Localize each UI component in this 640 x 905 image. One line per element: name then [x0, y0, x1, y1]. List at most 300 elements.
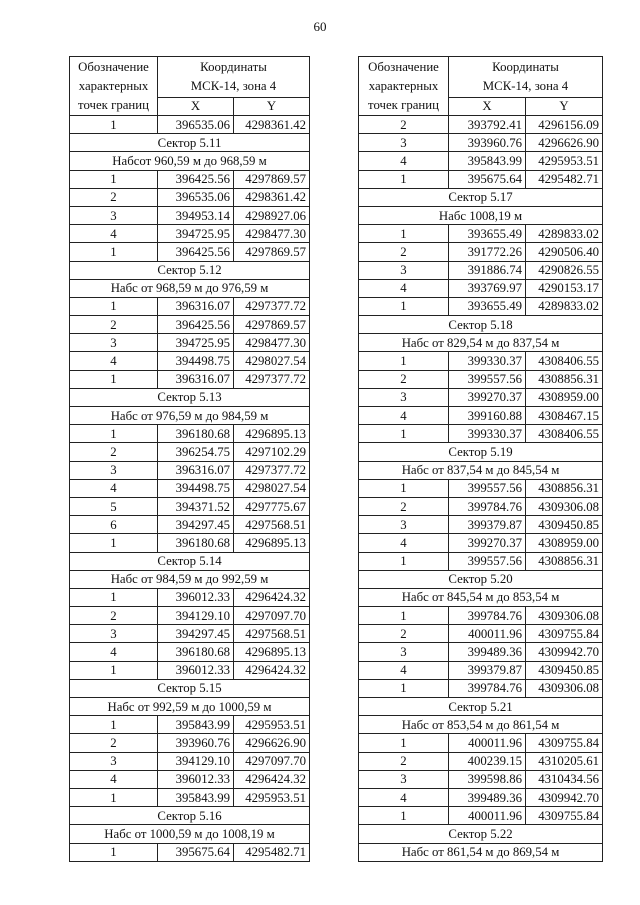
point-number: 4 [70, 479, 158, 497]
sector-row [70, 388, 310, 406]
point-number: 1 [359, 607, 449, 625]
x-coordinate: 395843.99 [449, 152, 526, 170]
designation-line: точек границ [368, 98, 439, 112]
x-coordinate: 395843.99 [158, 716, 234, 734]
point-number: 3 [70, 625, 158, 643]
y-coordinate: 4296424.32 [234, 588, 310, 606]
y-coordinate: 4298361.42 [234, 116, 310, 134]
x-coordinate: 394498.75 [158, 479, 234, 497]
x-coordinate: 399270.37 [449, 388, 526, 406]
table-row [359, 261, 603, 279]
x-coordinate: 400011.96 [449, 625, 526, 643]
y-coordinate: 4308856.31 [526, 552, 603, 570]
table-row [359, 679, 603, 697]
coordinates-table-right [358, 56, 603, 862]
y-coordinate: 4297377.72 [234, 461, 310, 479]
table-row [359, 170, 603, 188]
point-number: 3 [359, 770, 449, 788]
x-coordinate: 396425.56 [158, 243, 234, 261]
sector-row [70, 552, 310, 570]
table-body-left [70, 57, 310, 862]
sector-label: Набс 1008,19 м [359, 206, 603, 224]
x-coordinate: 396180.68 [158, 534, 234, 552]
sector-row [70, 152, 310, 170]
x-coordinate: 396425.56 [158, 316, 234, 334]
sector-row [359, 825, 603, 843]
x-coordinate: 393769.97 [449, 279, 526, 297]
sector-label: Набс от 976,59 м до 984,59 м [70, 407, 310, 425]
sector-label: Набсот 960,59 м до 968,59 м [70, 152, 310, 170]
y-coordinate: 4310434.56 [526, 770, 603, 788]
point-number: 2 [70, 607, 158, 625]
y-coordinate: 4308467.15 [526, 407, 603, 425]
point-number: 2 [359, 370, 449, 388]
x-coordinate: 396535.06 [158, 116, 234, 134]
x-coordinate: 394297.45 [158, 625, 234, 643]
point-number: 1 [359, 170, 449, 188]
point-number: 1 [70, 116, 158, 134]
table-row [70, 188, 310, 206]
point-number: 4 [359, 407, 449, 425]
point-number: 1 [70, 170, 158, 188]
y-coordinate: 4296626.90 [234, 734, 310, 752]
table-row [70, 316, 310, 334]
y-coordinate: 4309306.08 [526, 679, 603, 697]
table-row [70, 170, 310, 188]
sector-label: Сектор 5.22 [359, 825, 603, 843]
table-row [359, 279, 603, 297]
sector-row [359, 443, 603, 461]
y-coordinate: 4295953.51 [234, 716, 310, 734]
sector-row [70, 261, 310, 279]
sector-label: Сектор 5.11 [70, 134, 310, 152]
table-row [70, 625, 310, 643]
y-coordinate: 4309306.08 [526, 497, 603, 515]
y-coordinate: 4309755.84 [526, 807, 603, 825]
point-number: 1 [359, 552, 449, 570]
point-number: 1 [70, 534, 158, 552]
point-number: 1 [359, 679, 449, 697]
y-coordinate: 4296626.90 [526, 134, 603, 152]
x-coordinate: 394953.14 [158, 206, 234, 224]
y-coordinate: 4297775.67 [234, 497, 310, 515]
y-coordinate: 4308406.55 [526, 425, 603, 443]
y-header: Y [234, 97, 310, 115]
point-number: 1 [359, 425, 449, 443]
designation-line: характерных [368, 79, 439, 93]
x-coordinate: 399379.87 [449, 516, 526, 534]
sector-row [359, 316, 603, 334]
sector-row [70, 407, 310, 425]
table-row [70, 752, 310, 770]
y-coordinate: 4309450.85 [526, 516, 603, 534]
coordinates-header [158, 57, 310, 98]
x-coordinate: 399557.56 [449, 370, 526, 388]
y-coordinate: 4297377.72 [234, 370, 310, 388]
y-coordinate: 4295482.71 [234, 843, 310, 861]
sector-label: Набс от 984,59 м до 992,59 м [70, 570, 310, 588]
x-coordinate: 400011.96 [449, 807, 526, 825]
y-coordinate: 4298477.30 [234, 334, 310, 352]
x-coordinate: 391772.26 [449, 243, 526, 261]
y-coordinate: 4297869.57 [234, 316, 310, 334]
x-coordinate: 395675.64 [158, 843, 234, 861]
table-row [359, 297, 603, 315]
point-number: 4 [359, 661, 449, 679]
table-row [70, 297, 310, 315]
x-coordinate: 395843.99 [158, 788, 234, 806]
designation-line: Обозначение [78, 60, 149, 74]
table-row [359, 752, 603, 770]
table-row [70, 661, 310, 679]
sector-row [359, 334, 603, 352]
sector-row [359, 588, 603, 606]
sector-row [70, 698, 310, 716]
designation-line: точек границ [78, 98, 149, 112]
table-row [359, 370, 603, 388]
coordinates-line: МСК-14, зона 4 [482, 78, 569, 93]
sector-row [359, 716, 603, 734]
sector-row [70, 807, 310, 825]
table-row [70, 461, 310, 479]
sector-row [70, 279, 310, 297]
sector-label: Набс от 992,59 м до 1000,59 м [70, 698, 310, 716]
y-coordinate: 4296424.32 [234, 770, 310, 788]
point-number: 3 [359, 134, 449, 152]
point-number: 4 [70, 643, 158, 661]
y-coordinate: 4308959.00 [526, 534, 603, 552]
y-coordinate: 4296424.32 [234, 661, 310, 679]
table-row [359, 225, 603, 243]
table-row [70, 225, 310, 243]
sector-label: Набс от 845,54 м до 853,54 м [359, 588, 603, 606]
y-coordinate: 4309306.08 [526, 607, 603, 625]
y-coordinate: 4297869.57 [234, 243, 310, 261]
point-number: 1 [70, 788, 158, 806]
x-coordinate: 396254.75 [158, 443, 234, 461]
sector-label: Набс от 1000,59 м до 1008,19 м [70, 825, 310, 843]
point-number: 3 [359, 516, 449, 534]
x-coordinate: 396316.07 [158, 297, 234, 315]
y-coordinate: 4298027.54 [234, 352, 310, 370]
point-number: 1 [70, 243, 158, 261]
x-coordinate: 399784.76 [449, 607, 526, 625]
y-coordinate: 4298927.06 [234, 206, 310, 224]
table-row [70, 479, 310, 497]
y-coordinate: 4308856.31 [526, 370, 603, 388]
coordinates-table-left [69, 56, 310, 862]
table-row [359, 788, 603, 806]
point-number: 4 [359, 788, 449, 806]
table-row [70, 788, 310, 806]
table-row [70, 643, 310, 661]
table-row [70, 716, 310, 734]
y-coordinate: 4308959.00 [526, 388, 603, 406]
sector-label: Сектор 5.18 [359, 316, 603, 334]
x-header: X [449, 97, 526, 115]
y-coordinate: 4297377.72 [234, 297, 310, 315]
x-coordinate: 394498.75 [158, 352, 234, 370]
table-row [70, 370, 310, 388]
sector-row [359, 843, 603, 861]
coordinates-line: Координаты [200, 59, 267, 74]
point-number: 4 [70, 352, 158, 370]
table-row [70, 607, 310, 625]
point-number: 1 [70, 370, 158, 388]
sector-label: Сектор 5.20 [359, 570, 603, 588]
x-coordinate: 399330.37 [449, 352, 526, 370]
x-coordinate: 394129.10 [158, 607, 234, 625]
designation-line: Обозначение [368, 60, 439, 74]
x-coordinate: 394129.10 [158, 752, 234, 770]
table-row [359, 479, 603, 497]
point-number: 2 [359, 243, 449, 261]
x-coordinate: 396180.68 [158, 425, 234, 443]
table-row [359, 497, 603, 515]
point-number: 1 [359, 225, 449, 243]
y-coordinate: 4297568.51 [234, 625, 310, 643]
sector-label: Сектор 5.21 [359, 698, 603, 716]
x-coordinate: 399379.87 [449, 661, 526, 679]
x-coordinate: 395675.64 [449, 170, 526, 188]
point-number: 3 [359, 261, 449, 279]
y-coordinate: 4310205.61 [526, 752, 603, 770]
x-coordinate: 394371.52 [158, 497, 234, 515]
x-coordinate: 391886.74 [449, 261, 526, 279]
table-row [70, 116, 310, 134]
point-number: 3 [70, 752, 158, 770]
x-coordinate: 393655.49 [449, 225, 526, 243]
sector-label: Сектор 5.14 [70, 552, 310, 570]
table-body-right [359, 57, 603, 862]
y-coordinate: 4309942.70 [526, 788, 603, 806]
sector-label: Набс от 829,54 м до 837,54 м [359, 334, 603, 352]
sector-label: Сектор 5.19 [359, 443, 603, 461]
y-coordinate: 4309450.85 [526, 661, 603, 679]
table-row [70, 588, 310, 606]
table-row [359, 661, 603, 679]
x-coordinate: 396535.06 [158, 188, 234, 206]
table-row [359, 116, 603, 134]
table-row [359, 807, 603, 825]
y-coordinate: 4290153.17 [526, 279, 603, 297]
table-row [70, 516, 310, 534]
point-number: 2 [70, 443, 158, 461]
x-coordinate: 393655.49 [449, 297, 526, 315]
coordinates-header [449, 57, 603, 98]
table-row [70, 497, 310, 515]
x-coordinate: 399557.56 [449, 479, 526, 497]
x-coordinate: 396180.68 [158, 643, 234, 661]
table-row [359, 534, 603, 552]
table-row [70, 843, 310, 861]
point-number: 4 [70, 225, 158, 243]
point-number: 1 [359, 807, 449, 825]
y-coordinate: 4298027.54 [234, 479, 310, 497]
sector-row [70, 825, 310, 843]
point-number: 2 [359, 497, 449, 515]
point-number: 4 [359, 534, 449, 552]
point-number: 3 [70, 334, 158, 352]
y-coordinate: 4296895.13 [234, 534, 310, 552]
y-coordinate: 4298477.30 [234, 225, 310, 243]
point-number: 3 [359, 388, 449, 406]
y-header: Y [526, 97, 603, 115]
x-coordinate: 399489.36 [449, 788, 526, 806]
designation-header [359, 57, 449, 116]
x-coordinate: 399270.37 [449, 534, 526, 552]
point-number: 3 [70, 206, 158, 224]
coordinates-line: Координаты [492, 59, 559, 74]
table-row [359, 243, 603, 261]
point-number: 1 [70, 588, 158, 606]
y-coordinate: 4297568.51 [234, 516, 310, 534]
y-coordinate: 4290826.55 [526, 261, 603, 279]
x-coordinate: 394725.95 [158, 225, 234, 243]
point-number: 1 [70, 716, 158, 734]
x-coordinate: 399598.86 [449, 770, 526, 788]
sector-label: Сектор 5.17 [359, 188, 603, 206]
y-coordinate: 4309755.84 [526, 625, 603, 643]
table-row [359, 734, 603, 752]
point-number: 1 [70, 297, 158, 315]
point-number: 1 [359, 297, 449, 315]
x-coordinate: 396316.07 [158, 370, 234, 388]
table-row [359, 152, 603, 170]
x-coordinate: 399330.37 [449, 425, 526, 443]
sector-label: Набс от 853,54 м до 861,54 м [359, 716, 603, 734]
y-coordinate: 4298361.42 [234, 188, 310, 206]
table-row [359, 516, 603, 534]
point-number: 1 [70, 843, 158, 861]
table-row [359, 425, 603, 443]
x-coordinate: 399160.88 [449, 407, 526, 425]
table-row [359, 134, 603, 152]
point-number: 1 [70, 661, 158, 679]
sector-row [70, 679, 310, 697]
page-number: 60 [313, 19, 327, 34]
point-number: 3 [359, 643, 449, 661]
y-coordinate: 4296895.13 [234, 425, 310, 443]
y-coordinate: 4297102.29 [234, 443, 310, 461]
sector-row [70, 134, 310, 152]
x-coordinate: 393960.76 [449, 134, 526, 152]
y-coordinate: 4308406.55 [526, 352, 603, 370]
x-coordinate: 396425.56 [158, 170, 234, 188]
y-coordinate: 4296895.13 [234, 643, 310, 661]
sector-row [359, 698, 603, 716]
y-coordinate: 4295953.51 [526, 152, 603, 170]
designation-header [70, 57, 158, 116]
point-number: 4 [359, 152, 449, 170]
table-row [359, 388, 603, 406]
point-number: 2 [359, 752, 449, 770]
x-coordinate: 399784.76 [449, 679, 526, 697]
table-row [359, 352, 603, 370]
point-number: 2 [70, 316, 158, 334]
point-number: 5 [70, 497, 158, 515]
sector-row [359, 188, 603, 206]
point-number: 2 [359, 116, 449, 134]
table-row [70, 443, 310, 461]
table-row [70, 352, 310, 370]
sector-row [70, 570, 310, 588]
point-number: 1 [359, 734, 449, 752]
y-coordinate: 4289833.02 [526, 225, 603, 243]
x-coordinate: 400239.15 [449, 752, 526, 770]
x-coordinate: 400011.96 [449, 734, 526, 752]
x-coordinate: 396012.33 [158, 661, 234, 679]
table-row [70, 734, 310, 752]
sector-label: Сектор 5.12 [70, 261, 310, 279]
x-coordinate: 394725.95 [158, 334, 234, 352]
point-number: 1 [359, 479, 449, 497]
y-coordinate: 4296156.09 [526, 116, 603, 134]
table-row [359, 643, 603, 661]
point-number: 4 [359, 279, 449, 297]
point-number: 2 [70, 734, 158, 752]
point-number: 3 [70, 461, 158, 479]
y-coordinate: 4297097.70 [234, 607, 310, 625]
table-row [70, 770, 310, 788]
x-coordinate: 399557.56 [449, 552, 526, 570]
sector-label: Набс от 837,54 м до 845,54 м [359, 461, 603, 479]
point-number: 1 [70, 425, 158, 443]
x-coordinate: 396316.07 [158, 461, 234, 479]
x-coordinate: 396012.33 [158, 770, 234, 788]
sector-label: Сектор 5.15 [70, 679, 310, 697]
sector-row [359, 461, 603, 479]
point-number: 4 [70, 770, 158, 788]
sector-row [359, 570, 603, 588]
y-coordinate: 4290506.40 [526, 243, 603, 261]
designation-line: характерных [78, 79, 149, 93]
sector-row [359, 206, 603, 224]
y-coordinate: 4295482.71 [526, 170, 603, 188]
x-coordinate: 393960.76 [158, 734, 234, 752]
sector-label: Набс от 861,54 м до 869,54 м [359, 843, 603, 861]
table-row [70, 206, 310, 224]
x-coordinate: 393792.41 [449, 116, 526, 134]
sector-label: Сектор 5.16 [70, 807, 310, 825]
table-row [359, 552, 603, 570]
point-number: 2 [359, 625, 449, 643]
table-row [70, 243, 310, 261]
y-coordinate: 4309755.84 [526, 734, 603, 752]
table-row [70, 534, 310, 552]
y-coordinate: 4289833.02 [526, 297, 603, 315]
point-number: 6 [70, 516, 158, 534]
x-coordinate: 399489.36 [449, 643, 526, 661]
x-coordinate: 396012.33 [158, 588, 234, 606]
y-coordinate: 4308856.31 [526, 479, 603, 497]
x-header: X [158, 97, 234, 115]
y-coordinate: 4297097.70 [234, 752, 310, 770]
x-coordinate: 394297.45 [158, 516, 234, 534]
table-row [359, 625, 603, 643]
point-number: 2 [70, 188, 158, 206]
y-coordinate: 4295953.51 [234, 788, 310, 806]
x-coordinate: 399784.76 [449, 497, 526, 515]
point-number: 1 [359, 352, 449, 370]
y-coordinate: 4309942.70 [526, 643, 603, 661]
sector-label: Сектор 5.13 [70, 388, 310, 406]
table-row [359, 607, 603, 625]
table-row [70, 425, 310, 443]
table-row [70, 334, 310, 352]
sector-label: Набс от 968,59 м до 976,59 м [70, 279, 310, 297]
table-row [359, 770, 603, 788]
